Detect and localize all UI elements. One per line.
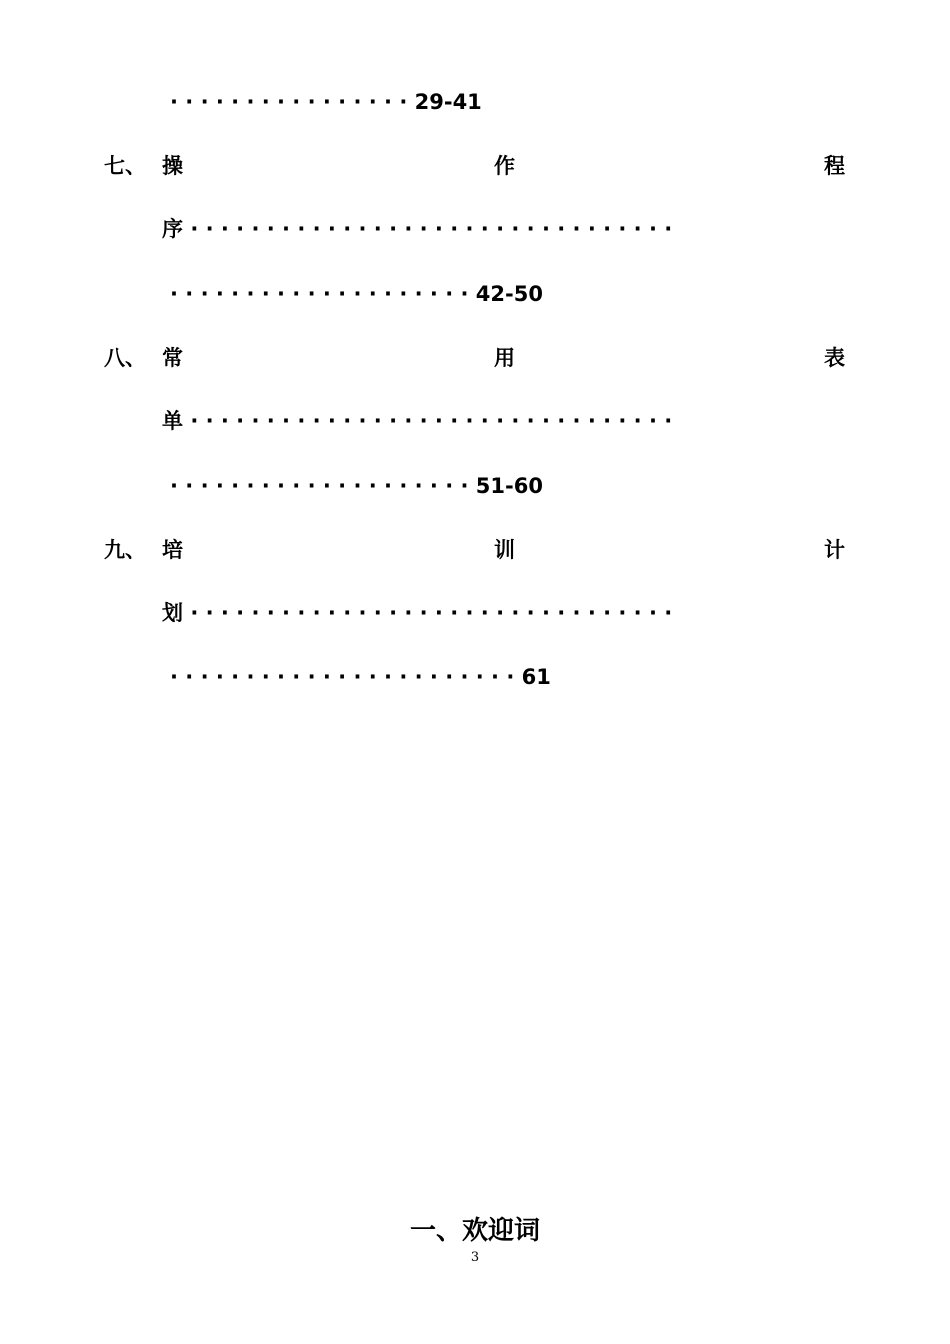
- toc-item-7-char-2: 作: [494, 154, 515, 178]
- toc-page-range: 42-50: [475, 282, 543, 306]
- toc-item-8-char-3: 表: [824, 346, 845, 370]
- toc-item-7-line-2: [162, 219, 672, 240]
- toc-item-8-line-2: [162, 411, 672, 432]
- toc-item-9-char-4: 划: [162, 601, 183, 625]
- toc-page-range: 29-41: [414, 90, 482, 114]
- toc-leader-dots: · · · · · · · · · · · · · · · · · · · ·: [170, 474, 469, 498]
- toc-item-7-line-3: [170, 284, 543, 305]
- page-number: 3: [470, 1250, 480, 1265]
- toc-item-6-continuation: [170, 92, 482, 113]
- toc-item-8-line-3: [170, 476, 543, 497]
- toc-item-7-char-4: 序: [162, 217, 183, 241]
- toc-item-8-char-1: 常: [162, 346, 183, 370]
- toc-leader-dots: · · · · · · · · · · · · · · · · · · · · · · ·: [170, 665, 515, 689]
- toc-item-9-line-3: [170, 667, 551, 688]
- toc-leader-dots: · · · · · · · · · · · · · · · · · · · ·: [170, 282, 469, 306]
- toc-page-range: 61: [521, 665, 551, 689]
- toc-item-8-char-4: 单: [162, 409, 183, 433]
- toc-item-8-char-2: 用: [494, 346, 515, 370]
- toc-page-range: 51-60: [475, 474, 543, 498]
- toc-leader-dots: · · · · · · · · · · · · · · · ·: [170, 90, 408, 114]
- toc-leader-dots: · · · · · · · · · · · · · · · · · · · · · · · · · · · · · · · ·: [190, 409, 673, 433]
- section-heading: 一、欢迎词: [409, 1216, 540, 1246]
- toc-item-9-char-3: 计: [824, 538, 845, 562]
- toc-item-7-char-1: 操: [162, 154, 183, 178]
- toc-item-9-char-1: 培: [162, 538, 183, 562]
- toc-item-7-char-3: 程: [824, 154, 845, 178]
- toc-item-7-index: 七、: [104, 154, 146, 178]
- toc-leader-dots: · · · · · · · · · · · · · · · · · · · · · · · · · · · · · · · ·: [190, 601, 673, 625]
- toc-item-9-index: 九、: [104, 538, 146, 562]
- toc-item-9-char-2: 训: [494, 538, 515, 562]
- toc-leader-dots: · · · · · · · · · · · · · · · · · · · · · · · · · · · · · · · ·: [190, 217, 673, 241]
- toc-item-9-line-2: [162, 603, 672, 624]
- toc-item-8-index: 八、: [104, 346, 146, 370]
